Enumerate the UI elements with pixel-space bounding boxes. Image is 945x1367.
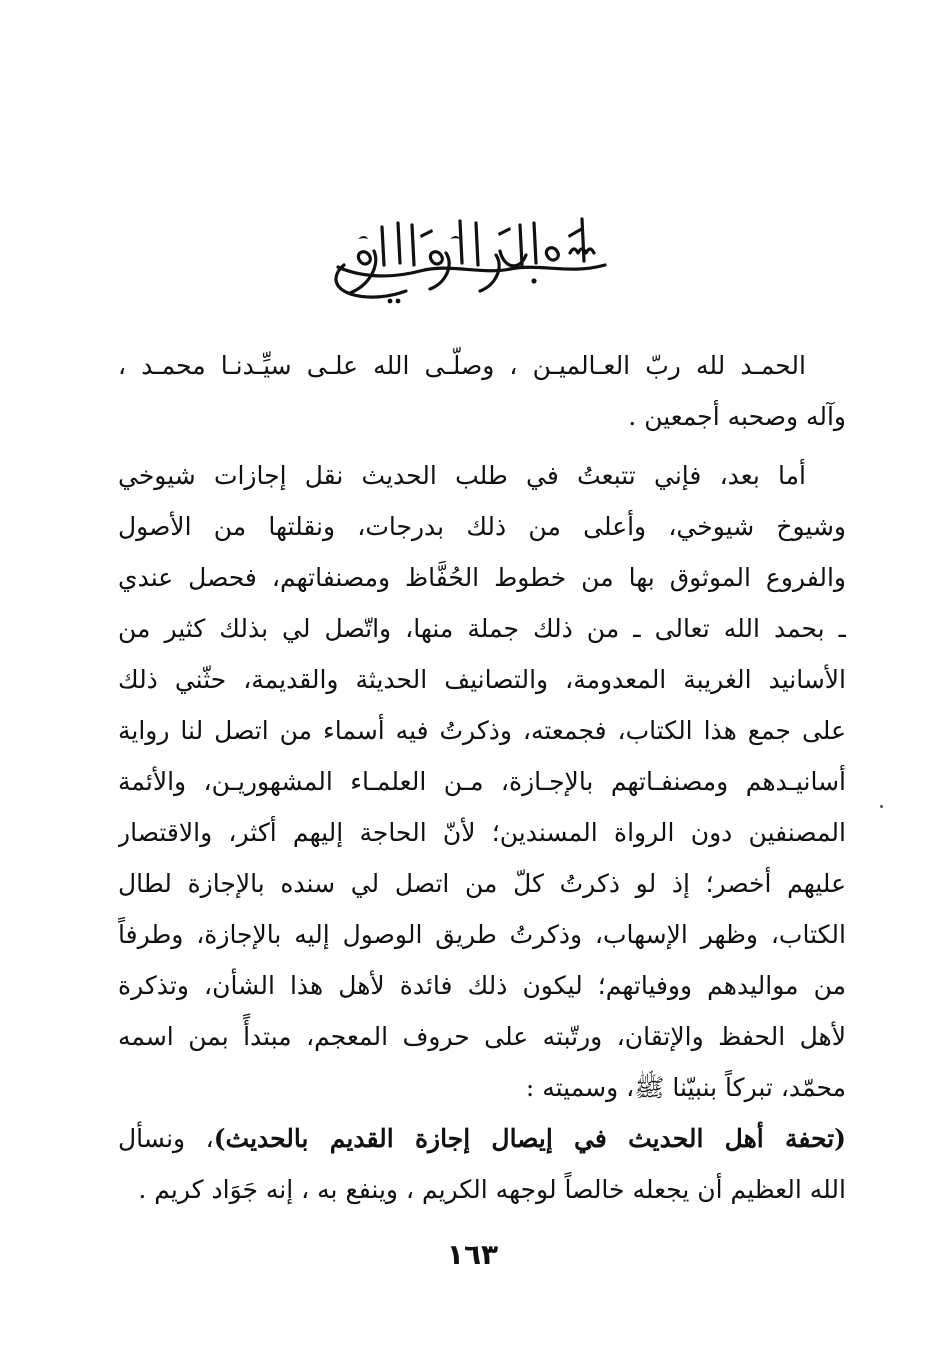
text-line: على جمع هذا الكتاب، فجمعته، وذكرتُ فيه أسماء من اتصل لنا رواية xyxy=(118,716,846,745)
text-line: ـ بحمد الله تعالى ـ من ذلك جملة منها، واتّصل لي بذلك كثير من xyxy=(118,614,846,643)
text-line xyxy=(118,1113,846,1164)
text-line: الله العظيم أن يجعله خالصاً لوجهه الكريم ، وينفع به ، إنه جَوَاد كريم . xyxy=(138,1175,846,1204)
page-number: ١٦٣ xyxy=(446,1238,499,1271)
text-line: الحمـد لله ربّ العـالميـن ، وصلّـى الله علـى سيِّـدنـا محمـد ، xyxy=(118,351,806,380)
text-line: الكتاب، وظهر الإسهاب، وذكرتُ طريق الوصول إليه بالإجازة، وطرفاً xyxy=(118,920,846,949)
margin-speck xyxy=(880,805,883,808)
basmala-calligraphy xyxy=(320,205,625,305)
opening-paragraph xyxy=(118,340,846,442)
text-line: وآله وصحبه أجمعين . xyxy=(628,402,846,431)
text-line: من مواليدهم ووفياتهم؛ ليكون ذلك فائدة لأهل هذا الشأن، وتذكرة xyxy=(118,971,846,1000)
main-paragraph xyxy=(118,450,846,1113)
text-line: والفروع الموثوق بها من خطوط الحُفَّاظ ومصنفاتهم، فحصل عندي xyxy=(118,563,846,592)
text-line: المصنفين دون الرواة المسندين؛ لأنّ الحاجة إليهم أكثر، والاقتصار xyxy=(118,818,846,847)
book-title: (تحفة أهل الحديث في إيصال إجازة القديم بالحديث) xyxy=(213,1124,846,1153)
text-line: محمّد، تبركاً بنبيّنا ﷺ، وسميته : xyxy=(525,1073,846,1102)
text-line: أما بعد، فإني تتبعتُ في طلب الحديث نقل إجازات شيوخي xyxy=(118,461,806,490)
text-line: الأسانيد الغريبة المعدومة، والتصانيف الحديثة والقديمة، حثّني ذلك xyxy=(118,665,846,694)
text-line: أسانيـدهم ومصنفـاتهم بالإجـازة، مـن العلمـاء المشهوريـن، والأئمة xyxy=(118,767,846,796)
text-line: وشيوخ شيوخي، وأعلى من ذلك بدرجات، ونقلتها من الأصول xyxy=(118,512,846,541)
text-fragment: ، ونسأل xyxy=(118,1124,214,1153)
text-line: لأهل الحفظ والإتقان، ورتّبته على حروف المعجم، مبتدأً بمن اسمه xyxy=(118,1022,846,1051)
text-line: عليهم أخصر؛ إذ لو ذكرتُ كلّ من اتصل لي سنده بالإجازة لطال xyxy=(118,869,846,898)
book-title-paragraph xyxy=(118,1113,846,1215)
